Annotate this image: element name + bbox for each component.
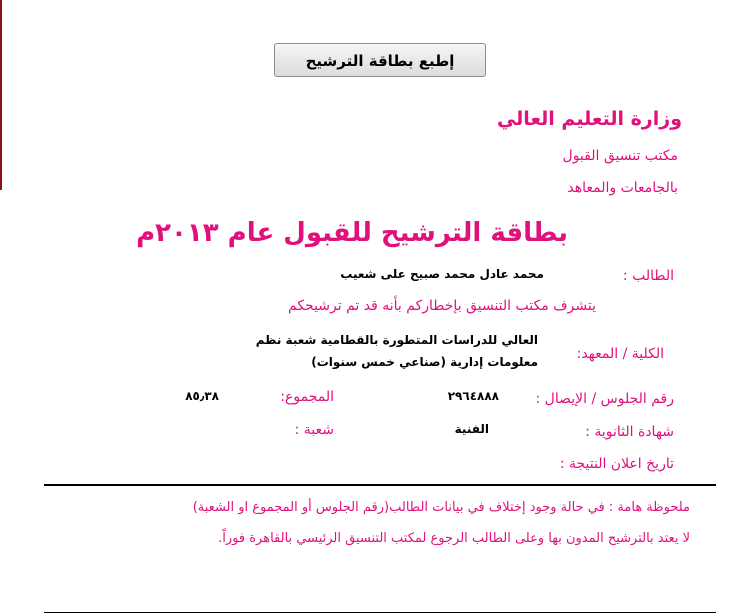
office-line-1: مكتب تنسيق القبول [562,148,678,164]
student-name: محمد عادل محمد صبيح على شعيب [340,267,544,281]
card-title: بطاقة الترشيح للقبول عام ٢٠١٣م [136,218,568,248]
seat-number-value: ٢٩٦٤٨٨٨ [447,389,499,403]
seat-number-label: رقم الجلوس / الإيصال : [535,391,674,407]
bottom-divider [44,612,716,613]
total-label: المجموع: [280,389,334,405]
certificate-value: الفنية [454,422,489,436]
print-card-button[interactable]: إطبع بطاقة الترشيح [274,43,486,77]
college-value: العالي للدراسات المتطورة بالقطامية شعبة نظم معلومات إدارية (صناعي خمس سنوات) [255,333,538,369]
note-line-2: لا يعتد بالترشيح المدون بها وعلى الطالب الرجوع لمكتب التنسيق الرئيسي بالقاهرة فوراً. [218,531,690,546]
result-date-label: تاريخ اعلان النتيجة : [559,456,674,472]
student-label: الطالب : [622,268,674,284]
notification-text: يتشرف مكتب التنسيق بإخطاركم بأنه قد تم ترشيحكم [288,298,596,314]
divider [44,484,716,486]
note-line-1: ملحوظة هامة : في حالة وجود إختلاف في بيانات الطالب(رقم الجلوس أو المجموع او الشعبة) [192,500,690,515]
left-border [0,0,2,190]
total-value: ٨٥٫٣٨ [185,389,219,403]
certificate-label: شهادة الثانوية : [585,424,674,440]
office-line-2: بالجامعات والمعاهد [567,180,678,196]
college-label: الكلية / المعهد: [576,346,664,362]
branch-label: شعبة : [294,422,334,438]
ministry-title: وزارة التعليم العالي [496,108,682,130]
